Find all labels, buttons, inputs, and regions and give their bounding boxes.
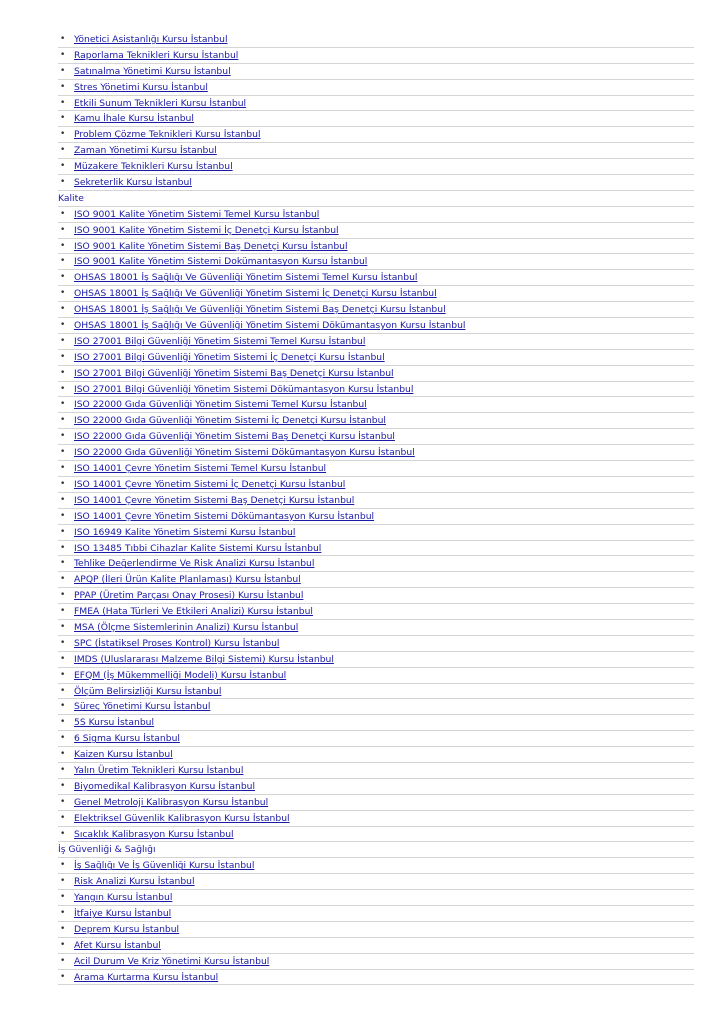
bullet-icon: •: [60, 574, 66, 585]
bullet-icon: •: [60, 733, 66, 744]
bullet-icon: •: [60, 65, 66, 76]
course-link[interactable]: ISO 27001 Bilgi Güvenliği Yönetim Sistemi Dökümantasyon Kursu İstanbul: [74, 383, 414, 395]
course-link[interactable]: ISO 27001 Bilgi Güvenliği Yönetim Sistemi Baş Denetçi Kursu İstanbul: [74, 367, 394, 379]
bullet-icon: •: [60, 161, 66, 172]
list-item: [58, 397, 694, 413]
bullet-icon: •: [60, 367, 66, 378]
bullet-icon: •: [60, 415, 66, 426]
bullet-icon: •: [60, 383, 66, 394]
list-item: [58, 541, 694, 557]
course-link[interactable]: Risk Analizi Kursu İstanbul: [74, 876, 195, 888]
bullet-icon: •: [60, 590, 66, 601]
bullet-icon: •: [60, 320, 66, 331]
course-link[interactable]: ISO 27001 Bilgi Güvenliği Yönetim Sistemi İç Denetçi Kursu İstanbul: [74, 351, 385, 363]
course-link[interactable]: Ölçüm Belirsizliği Kursu İstanbul: [74, 685, 222, 697]
bullet-icon: •: [60, 860, 66, 871]
bullet-icon: •: [60, 749, 66, 760]
list-item: [58, 254, 694, 270]
course-link[interactable]: OHSAS 18001 İş Sağlığı Ve Güvenliği Yönetim Sistemi Temel Kursu İstanbul: [74, 272, 418, 284]
bullet-icon: •: [60, 606, 66, 617]
bullet-icon: •: [60, 621, 66, 632]
list-item: [58, 668, 694, 684]
list-item: [58, 286, 694, 302]
bullet-icon: •: [60, 653, 66, 664]
course-link[interactable]: Süreç Yönetimi Kursu İstanbul: [74, 701, 211, 713]
course-link[interactable]: Stres Yönetimi Kursu İstanbul: [74, 81, 208, 93]
bullet-icon: •: [60, 907, 66, 918]
list-item: [58, 334, 694, 350]
bullet-icon: •: [60, 113, 66, 124]
course-link[interactable]: Afet Kursu İstanbul: [74, 939, 161, 951]
bullet-icon: •: [60, 177, 66, 188]
bullet-icon: •: [60, 288, 66, 299]
list-item: [58, 938, 694, 954]
bullet-icon: •: [60, 145, 66, 156]
list-item: [58, 715, 694, 731]
course-link[interactable]: ISO 9001 Kalite Yönetim Sistemi Baş Denetçi Kursu İstanbul: [74, 240, 348, 252]
bullet-icon: •: [60, 637, 66, 648]
list-item: [58, 699, 694, 715]
list-item: [58, 429, 694, 445]
list-item: [58, 32, 694, 48]
bullet-icon: •: [60, 224, 66, 235]
section-heading: Kalite: [58, 191, 694, 207]
course-link[interactable]: PPAP (Üretim Parçası Onay Prosesi) Kursu İstanbul: [74, 590, 304, 602]
bullet-icon: •: [60, 351, 66, 362]
bullet-icon: •: [60, 542, 66, 553]
course-link[interactable]: ISO 16949 Kalite Yönetim Sistemi Kursu İstanbul: [74, 526, 296, 538]
bullet-icon: •: [60, 208, 66, 219]
course-link[interactable]: Tehlike Değerlendirme Ve Risk Analizi Kursu İstanbul: [74, 558, 315, 570]
course-link[interactable]: Genel Metroloji Kalibrasyon Kursu İstanbul: [74, 796, 269, 808]
bullet-icon: •: [60, 81, 66, 92]
list-item: [58, 318, 694, 334]
course-link[interactable]: Satınalma Yönetimi Kursu İstanbul: [74, 65, 231, 77]
course-link[interactable]: Sekreterlik Kursu İstanbul: [74, 177, 192, 189]
list-item: [58, 223, 694, 239]
bullet-icon: •: [60, 701, 66, 712]
course-link[interactable]: ISO 22000 Gıda Güvenliği Yönetim Sistemi İç Denetçi Kursu İstanbul: [74, 415, 386, 427]
list-item: [58, 588, 694, 604]
list-item: [58, 779, 694, 795]
list-item: [58, 620, 694, 636]
course-link[interactable]: ISO 9001 Kalite Yönetim Sistemi İç Denetçi Kursu İstanbul: [74, 224, 339, 236]
course-link[interactable]: Yönetici Asistanlığı Kursu İstanbul: [74, 34, 228, 45]
bullet-icon: •: [60, 272, 66, 283]
course-link[interactable]: ISO 14001 Çevre Yönetim Sistemi Temel Kursu İstanbul: [74, 463, 327, 475]
course-link[interactable]: Müzakere Teknikleri Kursu İstanbul: [74, 161, 233, 173]
list-item: [58, 525, 694, 541]
list-item: [58, 159, 694, 175]
list-item: [58, 477, 694, 493]
list-item: [58, 604, 694, 620]
bullet-icon: •: [60, 256, 66, 267]
course-link[interactable]: ISO 22000 Gıda Güvenliği Yönetim Sistemi Baş Denetçi Kursu İstanbul: [74, 431, 395, 443]
course-link[interactable]: Problem Çözme Teknikleri Kursu İstanbul: [74, 129, 261, 141]
course-link[interactable]: ISO 13485 Tıbbi Cihazlar Kalite Sistemi Kursu İstanbul: [74, 542, 322, 554]
course-link[interactable]: Deprem Kursu İstanbul: [74, 923, 180, 935]
list-item: [58, 445, 694, 461]
list-item: [58, 731, 694, 747]
course-link[interactable]: 6 Sigma Kursu İstanbul: [74, 733, 180, 745]
list-item: [58, 827, 694, 843]
bullet-icon: •: [60, 764, 66, 775]
course-link[interactable]: ISO 14001 Çevre Yönetim Sistemi Baş Denetçi Kursu İstanbul: [74, 494, 355, 506]
bullet-icon: •: [60, 669, 66, 680]
list-item: [58, 922, 694, 938]
list-item: [58, 747, 694, 763]
bullet-icon: •: [60, 717, 66, 728]
list-item: [58, 413, 694, 429]
bullet-icon: •: [60, 463, 66, 474]
list-item: [58, 350, 694, 366]
list-item: [58, 954, 694, 970]
list-item: [58, 239, 694, 255]
course-link[interactable]: Etkili Sunum Teknikleri Kursu İstanbul: [74, 97, 247, 109]
list-item: [58, 48, 694, 64]
list-item: [58, 80, 694, 96]
course-link[interactable]: APQP (İleri Ürün Kalite Planlaması) Kursu İstanbul: [74, 574, 301, 586]
bullet-icon: •: [60, 129, 66, 140]
course-link[interactable]: 5S Kursu İstanbul: [74, 717, 155, 729]
list-item: [58, 874, 694, 890]
course-link[interactable]: Yangın Kursu İstanbul: [74, 892, 173, 904]
course-link[interactable]: OHSAS 18001 İş Sağlığı Ve Güvenliği Yönetim Sistemi İç Denetçi Kursu İstanbul: [74, 288, 437, 300]
course-link[interactable]: Zaman Yönetimi Kursu İstanbul: [74, 145, 217, 157]
course-link[interactable]: Elektriksel Güvenlik Kalibrasyon Kursu İstanbul: [74, 812, 290, 824]
course-link[interactable]: ISO 27001 Bilgi Güvenliği Yönetim Sistemi Temel Kursu İstanbul: [74, 335, 366, 347]
bullet-icon: •: [60, 494, 66, 505]
bullet-icon: •: [60, 304, 66, 315]
course-link[interactable]: Yalın Üretim Teknikleri Kursu İstanbul: [74, 764, 244, 776]
list-item: [58, 493, 694, 509]
course-link[interactable]: SPC (İstatiksel Proses Kontrol) Kursu İstanbul: [74, 637, 280, 649]
course-link[interactable]: EFQM (İş Mükemmelliği Modeli) Kursu İstanbul: [74, 669, 287, 681]
list-item: [58, 556, 694, 572]
list-item: [58, 96, 694, 112]
list-item: [58, 795, 694, 811]
bullet-icon: •: [60, 526, 66, 537]
bullet-icon: •: [60, 34, 66, 44]
bullet-icon: •: [60, 828, 66, 839]
course-link[interactable]: FMEA (Hata Türleri Ve Etkileri Analizi) Kursu İstanbul: [74, 606, 313, 618]
list-item: [58, 461, 694, 477]
list-item: [58, 366, 694, 382]
bullet-icon: •: [60, 876, 66, 887]
course-link[interactable]: ISO 9001 Kalite Yönetim Sistemi Temel Kursu İstanbul: [74, 208, 320, 220]
course-link[interactable]: ISO 22000 Gıda Güvenliği Yönetim Sistemi Dökümantasyon Kursu İstanbul: [74, 447, 415, 459]
list-item: [58, 64, 694, 80]
bullet-icon: •: [60, 971, 66, 982]
list-item: [58, 811, 694, 827]
course-list-document: [58, 32, 694, 985]
course-link[interactable]: OHSAS 18001 İş Sağlığı Ve Güvenliği Yönetim Sistemi Dökümantasyon Kursu İstanbul: [74, 320, 466, 332]
list-item: [58, 890, 694, 906]
list-item: [58, 636, 694, 652]
bullet-icon: •: [60, 939, 66, 950]
bullet-icon: •: [60, 796, 66, 807]
course-link[interactable]: Arama Kurtarma Kursu İstanbul: [74, 971, 219, 983]
course-link[interactable]: ISO 9001 Kalite Yönetim Sistemi Dokümantasyon Kursu İstanbul: [74, 256, 368, 268]
list-item: [58, 207, 694, 223]
bullet-icon: •: [60, 447, 66, 458]
course-link[interactable]: Raporlama Teknikleri Kursu İstanbul: [74, 49, 239, 61]
course-link[interactable]: Sıcaklık Kalibrasyon Kursu İstanbul: [74, 828, 234, 840]
course-link[interactable]: ISO 14001 Çevre Yönetim Sistemi Dökümantasyon Kursu İstanbul: [74, 510, 375, 522]
course-link[interactable]: Acil Durum Ve Kriz Yönetimi Kursu İstanbul: [74, 955, 270, 967]
bullet-icon: •: [60, 812, 66, 823]
list-item: [58, 906, 694, 922]
course-link[interactable]: OHSAS 18001 İş Sağlığı Ve Güvenliği Yönetim Sistemi Baş Denetçi Kursu İstanbul: [74, 304, 446, 316]
list-item: [58, 572, 694, 588]
list-item: [58, 652, 694, 668]
list-item: [58, 270, 694, 286]
course-link[interactable]: ISO 22000 Gıda Güvenliği Yönetim Sistemi Temel Kursu İstanbul: [74, 399, 367, 411]
course-link[interactable]: MSA (Ölçme Sistemlerinin Analizi) Kursu İstanbul: [74, 621, 299, 633]
bullet-icon: •: [60, 399, 66, 410]
bullet-icon: •: [60, 431, 66, 442]
bullet-icon: •: [60, 955, 66, 966]
list-item: [58, 143, 694, 159]
list-item: [58, 763, 694, 779]
bullet-icon: •: [60, 478, 66, 489]
bullet-icon: •: [60, 240, 66, 251]
list-item: [58, 175, 694, 191]
course-link[interactable]: Biyomedikal Kalibrasyon Kursu İstanbul: [74, 780, 256, 792]
bullet-icon: •: [60, 780, 66, 791]
list-item: [58, 127, 694, 143]
bullet-icon: •: [60, 923, 66, 934]
list-item: [58, 509, 694, 525]
bullet-icon: •: [60, 892, 66, 903]
course-link[interactable]: ISO 14001 Çevre Yönetim Sistemi İç Denetçi Kursu İstanbul: [74, 478, 346, 490]
bullet-icon: •: [60, 685, 66, 696]
bullet-icon: •: [60, 335, 66, 346]
course-link[interactable]: Kaizen Kursu İstanbul: [74, 749, 173, 761]
bullet-icon: •: [60, 97, 66, 108]
list-item: [58, 302, 694, 318]
list-item: [58, 684, 694, 700]
course-link[interactable]: İş Sağlığı Ve İş Güvenliği Kursu İstanbul: [74, 860, 255, 872]
section-heading: İş Güvenliği & Sağlığı: [58, 842, 694, 858]
list-item: [58, 111, 694, 127]
list-item: [58, 382, 694, 398]
list-item: [58, 970, 694, 986]
course-link[interactable]: İtfaiye Kursu İstanbul: [74, 907, 172, 919]
course-link[interactable]: IMDS (Uluslararası Malzeme Bilgi Sistemi) Kursu İstanbul: [74, 653, 334, 665]
course-link[interactable]: Kamu İhale Kursu İstanbul: [74, 113, 194, 125]
bullet-icon: •: [60, 558, 66, 569]
bullet-icon: •: [60, 49, 66, 60]
list-item: [58, 858, 694, 874]
bullet-icon: •: [60, 510, 66, 521]
